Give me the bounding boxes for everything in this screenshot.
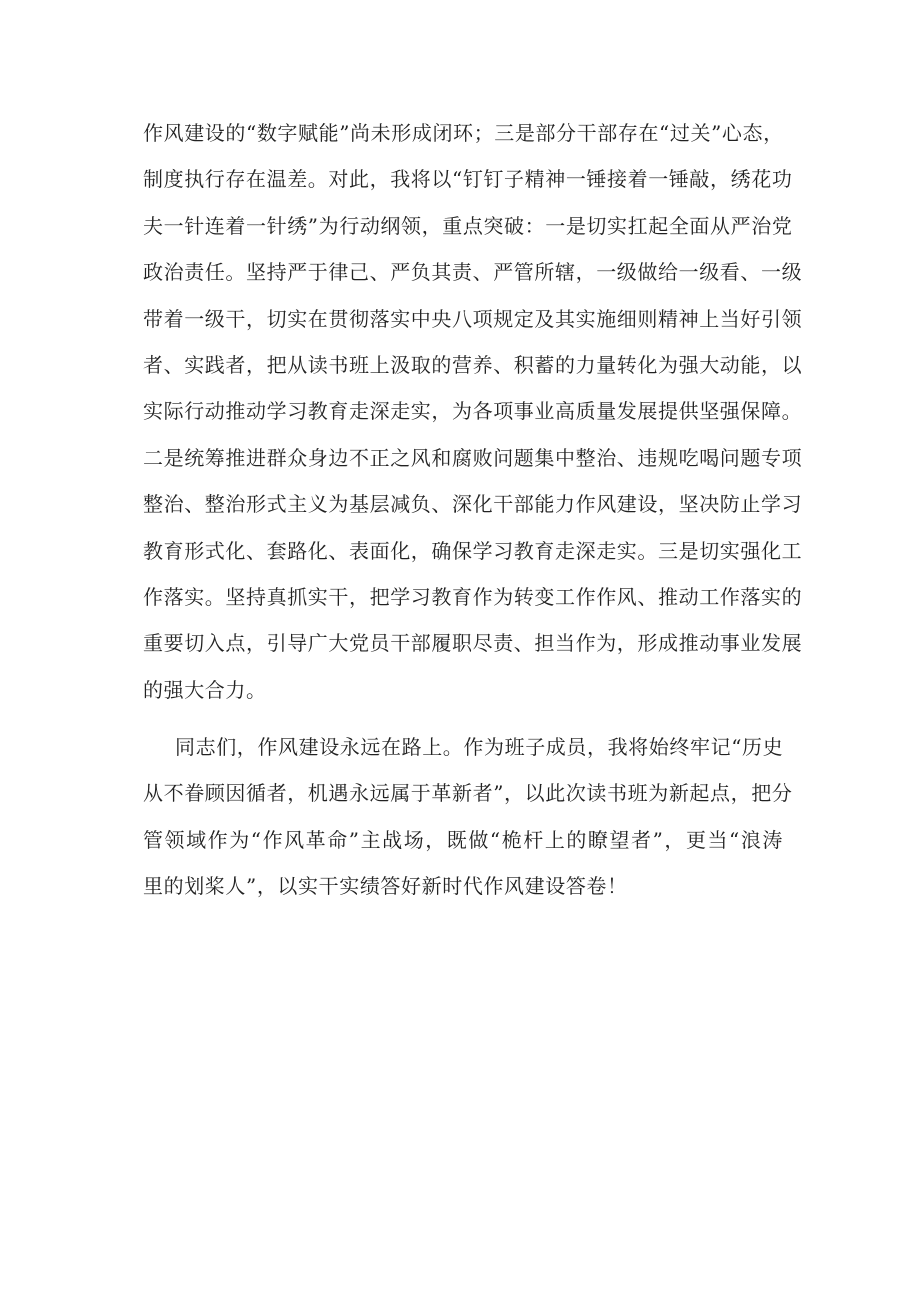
text-line: 带着一级干，切实在贯彻落实中央八项规定及其实施细则精神上当好引领 xyxy=(143,306,803,331)
paragraph-gap xyxy=(143,713,783,724)
text-line: 者、实践者，把从读书班上汲取的营养、积蓄的力量转化为强大动能，以 xyxy=(143,352,803,377)
text-line: 教育形式化、套路化、表面化，确保学习教育走深走实。三是切实强化工 xyxy=(143,538,803,563)
text-line: 整治、整治形式主义为基层减负、深化干部能力作风建设，坚决防止学习 xyxy=(143,492,803,517)
paragraph-1 xyxy=(143,110,803,713)
document-body xyxy=(143,110,803,910)
text-line: 管领域作为“作风革命”主战场，既做“桅杆上的瞭望者”，更当“浪涛 xyxy=(143,827,783,852)
paragraph-2 xyxy=(143,724,793,910)
text-line: 里的划桨人”，以实干实绩答好新时代作风建设答卷！ xyxy=(143,874,628,899)
text-line: 重要切入点，引导广大党员干部履职尽责、担当作为，形成推动事业发展 xyxy=(143,631,803,656)
text-line: 作风建设的“数字赋能”尚未形成闭环；三是部分干部存在“过关”心态， xyxy=(143,121,784,145)
text-line: 二是统筹推进群众身边不正之风和腐败问题集中整治、违规吃喝问题专项 xyxy=(143,445,803,470)
text-line: 的强大合力。 xyxy=(143,677,267,702)
text-line: 夫一针连着一针绣”为行动纲领，重点突破：一是切实扛起全面从严治党 xyxy=(143,213,793,238)
text-line: 实际行动推动学习教育走深走实，为各项事业高质量发展提供坚强保障。 xyxy=(143,399,803,424)
text-line: 同志们，作风建设永远在路上。作为班子成员，我将始终牢记“历史 xyxy=(175,735,784,760)
text-line: 作落实。坚持真抓实干，把学习教育作为转变工作作风、推动工作落实的 xyxy=(143,584,803,609)
text-line: 制度执行存在温差。对此，我将以“钉钉子精神一锤接着一锤敲，绣花功 xyxy=(143,167,793,192)
text-line: 政治责任。坚持严于律己、严负其责、严管所辖，一级做给一级看、一级 xyxy=(143,260,803,285)
text-line: 从不眷顾因循者，机遇永远属于革新者”，以此次读书班为新起点，把分 xyxy=(143,781,793,806)
